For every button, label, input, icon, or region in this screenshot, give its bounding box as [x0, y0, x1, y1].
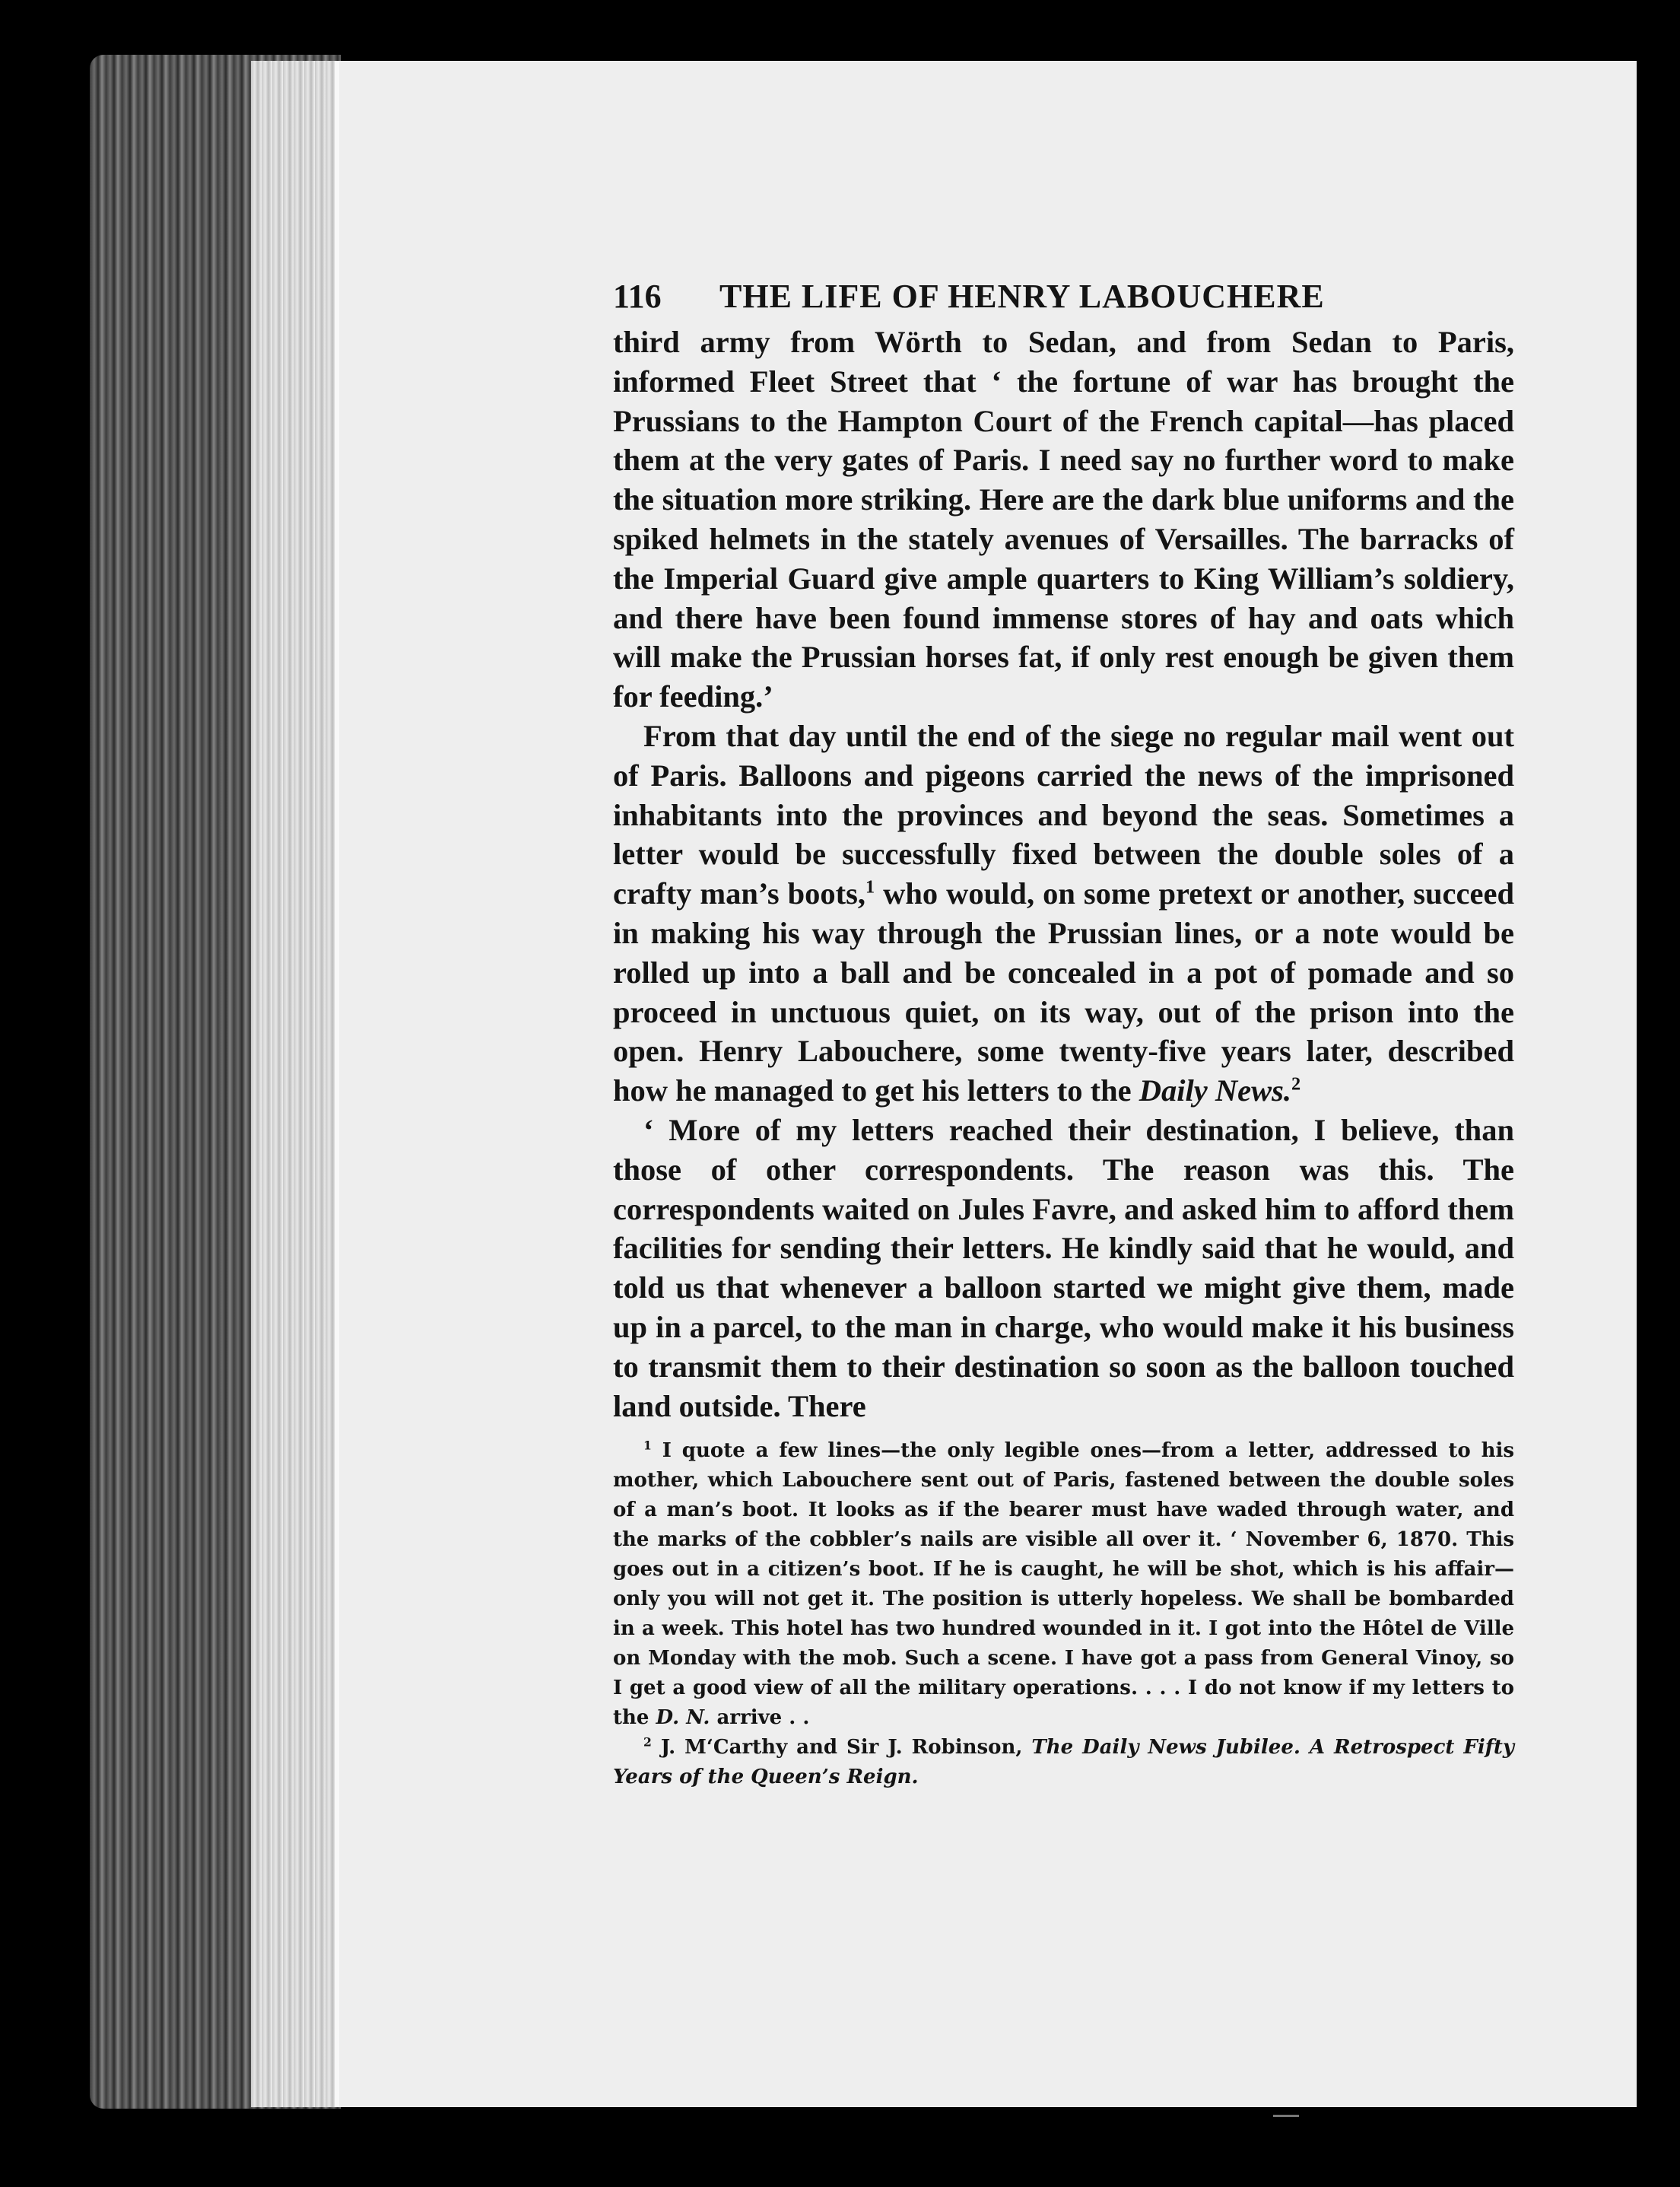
footnote-ref: 1: [865, 876, 875, 898]
page-content: [613, 274, 1514, 1792]
page-mark: [1273, 2115, 1299, 2117]
footnotes: [613, 1436, 1514, 1792]
page-stack: [251, 61, 342, 2107]
footnote-marker: 1: [643, 1438, 652, 1453]
paragraph-text: third army from Wörth to Sedan, and from Sedan to Paris, informed Fleet Street that ‘ the fortune of war has brought the Prussians to the Hampton Court of the French capital—has placed them at the very gates of Paris. I need say no further word to make the situation more striking. Here are the dark blue uniforms and the spiked helmets in the stately avenues of Versailles. The barracks of the Imperial Guard give ample quarters to King William’s soldiery, and there have been found immense stores of hay and oats which will make the Prussian horses fat, if only rest enough be given them for feeding.’: [613, 325, 1514, 714]
page-number: 116: [613, 278, 662, 315]
paragraph-text: From that day until the end of the siege no regular mail went out of Paris. Balloons and pigeons carried the news of the imprisoned inhabitants into the provinces and beyond the seas. Sometimes a letter would be successfully fixed between the double soles of a crafty man’s boots,: [613, 718, 1514, 911]
publication-title: Daily News.: [1139, 1073, 1292, 1108]
body-text: [613, 323, 1514, 1426]
footnote: [613, 1436, 1514, 1733]
paragraph: [613, 1111, 1514, 1426]
book-page: [335, 61, 1637, 2107]
footnote-marker: 2: [643, 1734, 652, 1750]
footnote-text: arrive . .: [710, 1706, 810, 1730]
paragraph: [613, 323, 1514, 717]
footnote: [613, 1733, 1514, 1792]
footnote-text: J. M‘Carthy and Sir J. Robinson,: [651, 1736, 1032, 1759]
paragraph-text: ‘ More of my letters reached their destination, I believe, than those of other correspondents. The reason was this. The correspondents waited on Jules Favre, and asked him to afford them facilities for sending their letters. He kindly said that he would, and told us that whenever a balloon started we might give them, made up in a parcel, to the man in charge, who would make it his business to transmit them to their destination so soon as the balloon touched land outside. There: [613, 1112, 1514, 1423]
footnote-italic: The Daily News Jubilee. A Retrospect Fifty Years of the Queen’s Reign.: [613, 1736, 1515, 1789]
footnote-italic: D. N.: [656, 1706, 710, 1730]
footnote-ref: 2: [1291, 1073, 1301, 1095]
paragraph: [613, 717, 1514, 1111]
footnote-text: I quote a few lines—the only legible ones—from a letter, addressed to his mother, which Labouchere sent out of Paris, fastened between the double soles of a man’s boot. It looks as if the bearer must have waded through water, and the marks of the cobbler’s nails are visible all over it. ‘ November 6, 1870. This goes out in a citizen’s boot. If he is caught, he will be shot, which is his affair—only you will not get it. The position is utterly hopeless. We shall be bombarded in a week. This hotel has two hundred wounded in it. I got into the Hôtel de Ville on Monday with the mob. Such a scene. I have got a pass from General Vinoy, so I get a good view of all the military operations. . . . I do not know if my letters to the: [613, 1439, 1514, 1730]
paragraph-text: who would, on some pretext or another, succeed in making his way through the Prussian lines, or a note would be rolled up into a ball and be concealed in a pot of pomade and so proceed in unctuous quiet, on its way, out of the prison into the open. Henry Labouchere, some twenty-five years later, described how he managed to get his letters to the: [613, 876, 1514, 1108]
running-title: THE LIFE OF HENRY LABOUCHERE: [719, 278, 1325, 315]
running-head: [613, 274, 1514, 319]
